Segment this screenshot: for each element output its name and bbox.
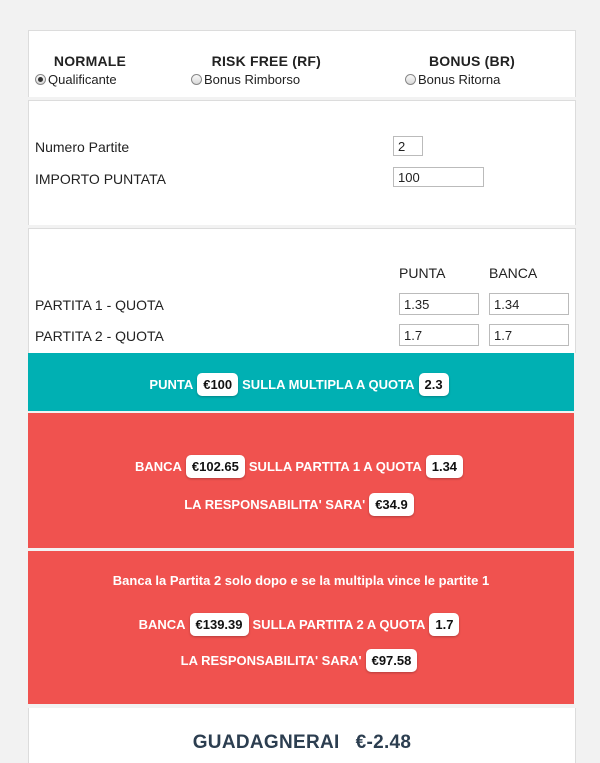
result-label: GUADAGNERAI xyxy=(192,732,340,753)
banca-partita-1-band xyxy=(28,413,574,548)
radio-label-bonus-rimborso: Bonus Rimborso xyxy=(204,72,301,87)
banca-2-quota-badge: 1.7 xyxy=(429,613,459,636)
punta-quota-badge: 2.3 xyxy=(419,373,449,396)
banca-1-middle-text: SULLA PARTITA 1 A QUOTA xyxy=(248,459,422,474)
partita-2-punta-input[interactable] xyxy=(399,324,479,346)
mode-title-normale: NORMALE xyxy=(53,53,127,69)
banca-column-header: BANCA xyxy=(489,265,538,281)
partita-1-label: PARTITA 1 - QUOTA xyxy=(35,297,164,313)
partita-2-label: PARTITA 2 - QUOTA xyxy=(35,328,164,344)
banca-1-responsability-row xyxy=(28,493,574,516)
punta-amount-badge: €100 xyxy=(197,373,238,396)
banca-1-quota-badge: 1.34 xyxy=(426,455,463,478)
numero-partite-input[interactable] xyxy=(393,136,423,156)
banca-2-resp-label: LA RESPONSABILITA' SARA' xyxy=(180,653,362,668)
punta-prefix: PUNTA xyxy=(149,377,194,392)
mode-normale xyxy=(35,53,145,87)
banca-1-prefix: BANCA xyxy=(134,459,182,474)
banca-1-instruction-row xyxy=(28,455,574,478)
partita-2-banca-input[interactable] xyxy=(489,324,569,346)
mode-risk-free xyxy=(191,53,321,87)
radio-bonus-rimborso[interactable] xyxy=(191,72,321,87)
punta-middle-text: SULLA MULTIPLA A QUOTA xyxy=(242,377,415,392)
banca-2-note: Banca la Partita 2 solo dopo e se la multipla vince le partite 1 xyxy=(112,573,490,588)
radio-label-bonus-ritorna: Bonus Ritorna xyxy=(418,72,501,87)
importo-puntata-input[interactable] xyxy=(393,167,484,187)
radio-button[interactable] xyxy=(405,74,416,85)
punta-column-header: PUNTA xyxy=(399,265,446,281)
radio-bonus-ritorna[interactable] xyxy=(405,72,515,87)
banca-2-resp-badge: €97.58 xyxy=(366,649,418,672)
mode-title-bonus: BONUS (BR) xyxy=(429,53,515,69)
banca-2-middle-text: SULLA PARTITA 2 A QUOTA xyxy=(252,617,426,632)
punta-instruction-row xyxy=(28,373,574,396)
importo-puntata-label: IMPORTO PUNTATA xyxy=(35,171,166,187)
mode-section xyxy=(28,30,576,97)
partita-1-punta-input[interactable] xyxy=(399,293,479,315)
numero-partite-label: Numero Partite xyxy=(35,139,130,155)
radio-button-checked[interactable] xyxy=(35,74,46,85)
banca-2-prefix: BANCA xyxy=(138,617,186,632)
punta-instruction-band xyxy=(28,353,574,411)
result-section xyxy=(28,708,576,763)
radio-qualificante[interactable] xyxy=(35,72,145,87)
result-row xyxy=(29,732,575,754)
banca-2-responsability-row xyxy=(28,649,574,672)
result-value: €-2.48 xyxy=(355,732,412,753)
partita-1-banca-input[interactable] xyxy=(489,293,569,315)
settings-section xyxy=(28,100,576,225)
quote-section xyxy=(28,228,576,353)
banca-1-amount-badge: €102.65 xyxy=(186,455,245,478)
banca-2-instruction-row xyxy=(28,613,574,636)
radio-button[interactable] xyxy=(191,74,202,85)
banca-1-resp-label: LA RESPONSABILITA' SARA' xyxy=(184,497,366,512)
banca-partita-2-band xyxy=(28,551,574,704)
mode-title-risk-free: RISK FREE (RF) xyxy=(211,53,321,69)
radio-label-qualificante: Qualificante xyxy=(48,72,117,87)
mode-bonus xyxy=(405,53,515,87)
banca-1-resp-badge: €34.9 xyxy=(369,493,414,516)
banca-2-amount-badge: €139.39 xyxy=(190,613,249,636)
